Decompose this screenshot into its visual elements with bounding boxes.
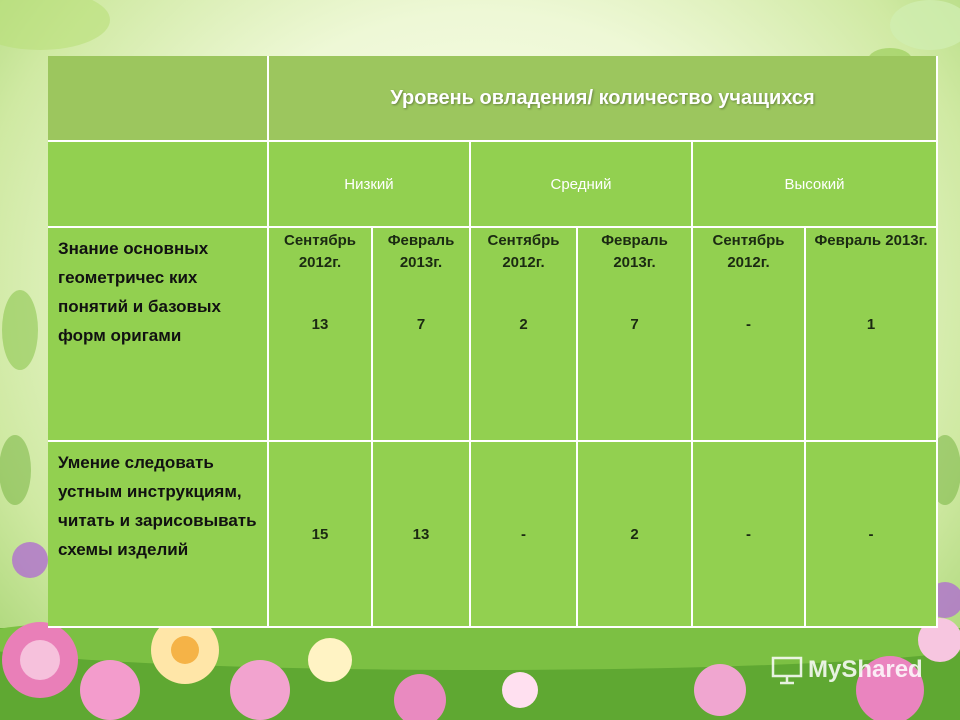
cell-value: 15 <box>311 525 329 543</box>
table-cell <box>693 228 806 442</box>
cell-value: - <box>746 525 751 543</box>
table-cell <box>373 442 471 628</box>
table-cell <box>269 442 373 628</box>
corner-cell <box>48 56 269 142</box>
period-label: Февраль 2013г. <box>814 232 928 249</box>
watermark-text: MyShared <box>808 656 923 683</box>
corner-cell-2 <box>48 142 269 228</box>
cell-value: 2 <box>519 316 528 333</box>
table-cell <box>806 442 938 628</box>
table-cell <box>806 228 938 442</box>
cell-value: - <box>746 316 751 333</box>
period-label: Сентябрь 2012г. <box>284 232 356 271</box>
row-label-knowledge: Знание основных геометричес ких понятий и базовых форм оригами <box>48 228 269 442</box>
table-cell <box>471 442 578 628</box>
period-label: Февраль 2013г. <box>601 232 668 271</box>
cell-value: 7 <box>630 316 639 333</box>
cell-value: 13 <box>311 316 329 333</box>
cell-value: - <box>521 525 526 543</box>
table-cell <box>693 442 806 628</box>
level-low: Низкий <box>269 142 471 228</box>
cell-value: 7 <box>416 316 426 333</box>
period-label: Февраль 2013г. <box>387 232 455 271</box>
table-cell <box>373 228 471 442</box>
period-label: Сентябрь 2012г. <box>487 232 560 271</box>
results-table <box>48 56 938 628</box>
row-label-skills: Умение следовать устным инструкциям, читать и зарисовывать схемы изделий <box>48 442 269 628</box>
table-cell <box>578 442 693 628</box>
presentation-icon <box>770 655 804 685</box>
watermark <box>770 655 923 685</box>
level-medium: Средний <box>471 142 693 228</box>
period-label: Сентябрь 2012г. <box>712 232 785 271</box>
level-high: Высокий <box>693 142 938 228</box>
cell-value: 1 <box>866 316 876 333</box>
table-cell <box>578 228 693 442</box>
table-cell <box>471 228 578 442</box>
cell-value: 2 <box>630 525 639 543</box>
table-cell <box>269 228 373 442</box>
cell-value: 13 <box>412 525 430 543</box>
table-title: Уровень овладения/ количество учащихся <box>269 56 938 142</box>
cell-value: - <box>868 525 874 543</box>
